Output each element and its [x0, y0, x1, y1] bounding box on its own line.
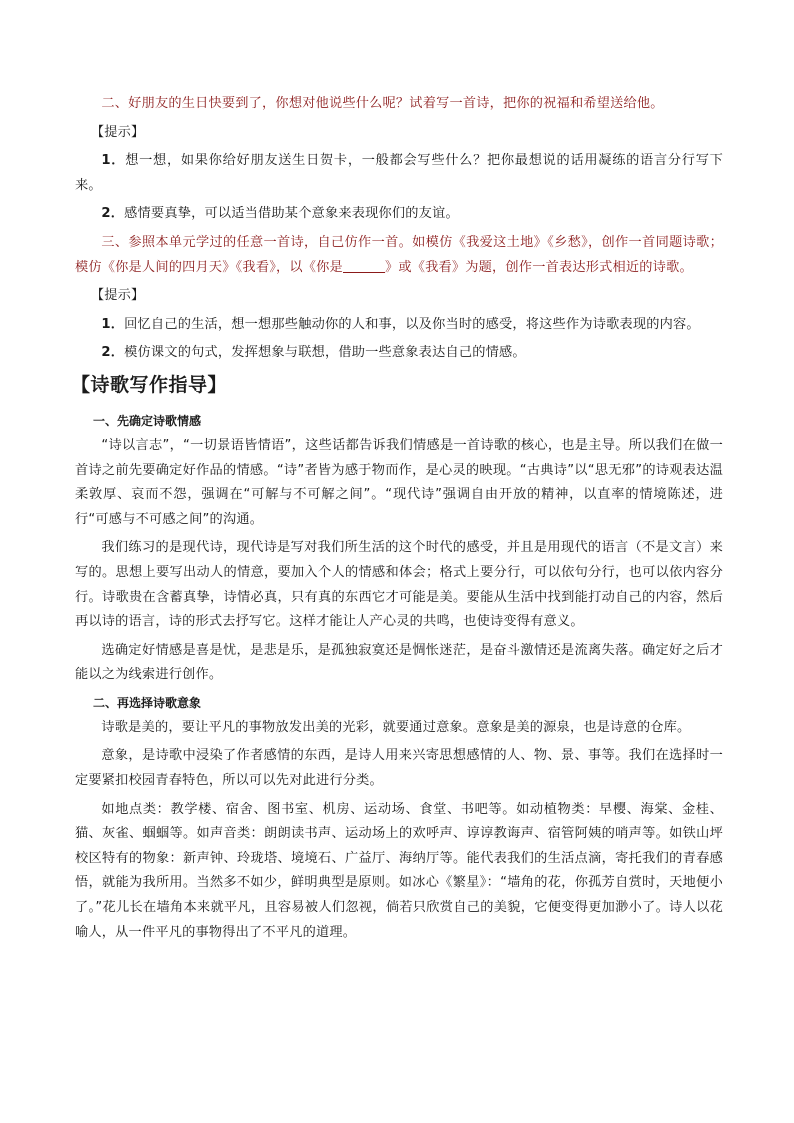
guide-title: 【诗歌写作指导】 [71, 373, 228, 396]
guide-sec2-para-2: 意象，是诗歌中浸染了作者感情的东西，是诗人用来兴寄思想感情的人、物、景、事等。我们在选择时一定要紧扣校园青春特色，所以可以先对此进行分类。 [75, 748, 723, 789]
tip-text: 模仿课文的句式，发挥想象与联想，借助一些意象表达自己的情感。 [124, 345, 526, 361]
guide-sec2-para-1: 诗歌是美的，要让平凡的事物放发出美的光彩，就要通过意象。意象是美的源泉，也是诗意的仓库。 [101, 719, 691, 735]
task2-tip-1 [75, 149, 723, 198]
task2-tip-label: 【提示】 [90, 124, 145, 140]
tip-number: 1． [101, 153, 126, 169]
task3-prompt [75, 231, 723, 280]
task3-tip-label: 【提示】 [90, 288, 145, 304]
guide-sec2-title: 二、再选择诗歌意象 [93, 695, 202, 710]
fill-in-blank [343, 258, 385, 273]
tip-text: 想一想，如果你给好朋友送生日贺卡，一般都会写些什么？把你最想说的话用凝练的语言分行写下来。 [75, 153, 723, 193]
tip-number: 2． [101, 206, 125, 222]
task3-prompt-part2: 》或《我看》为题，创作一首表达形式相近的诗歌。 [384, 259, 693, 275]
document-content [71, 92, 723, 949]
tip-text: 回忆自己的生活，想一想那些触动你的人和事，以及你当时的感受，将这些作为诗歌表现的内容。 [124, 316, 700, 332]
tip-text: 感情要真挚，可以适当借助某个意象来表现你们的友谊。 [124, 206, 459, 222]
guide-sec1-title: 一、先确定诗歌情感 [93, 413, 202, 428]
guide-sec2-para-3: 如地点类：教学楼、宿舍、图书室、机房、运动场、食堂、书吧等。如动植物类：早樱、海棠、金桂、猫、灰雀、蝈蝈等。如声音类：朗朗读书声、运动场上的欢呼声、谆谆教诲声、宿管阿姨的哨声等。如铁山坪校区特有的物象：新声钟、玲珑塔、境境石、广益厅、海纳厅等。能代表我们的生活点滴，寄托我们的青春感悟，就能为我所用。当然多不如少，鲜明典型是原则。如冰心《繁星》：“墙角的花，你孤芳自赏时，天地便小了。”花儿长在墙角本来就平凡，且容易被人们忽视，倘若只欣赏自己的美貌，它便变得更加渺小了。诗人以花喻人，从一件平凡的事物得出了不平凡的道理。 [75, 801, 723, 940]
tip-number: 2． [101, 345, 125, 361]
task3-prompt-part1: 三、参照本单元学过的任意一首诗，自己仿作一首。如模仿《我爱这土地》《乡愁》，创作一首同题诗歌；模仿《你是人间的四月天》《我看》，以《你是 [75, 234, 723, 275]
guide-sec1-para-1: “诗以言志”，“一切景语皆情语”，这些话都告诉我们情感是一首诗歌的核心，也是主导。所以我们在做一首诗之前先要确定好作品的情感。“诗”者皆为感于物而作，是心灵的映现。“古典诗”以“思无邪”的诗观表达温柔敦厚、哀而不怨，强调在“可解与不可解之间”。“现代诗”强调自由开放的精神，以直率的情境陈述，进行“可感与不可感之间”的沟通。 [75, 437, 723, 527]
task2-tip-2 [75, 202, 723, 227]
task3-tip-2 [75, 341, 723, 366]
task3-tip-1 [75, 313, 723, 338]
guide-sec1-para-2: 我们练习的是现代诗，现代诗是写对我们所生活的这个时代的感受，并且是用现代的语言（不是文言）来写的。思想上要写出动人的情意，要加入个人的情感和体会；格式上要分行，可以依句分行，也可以依内容分行。诗歌贵在含蓄真挚，诗情必真，只有真的东西它才可能是美。要能从生活中找到能打动自己的内容，然后再以诗的语言，诗的形式去抒写它。这样才能让人产心灵的共鸣，也使诗变得有意义。 [75, 540, 723, 630]
task2-prompt: 二、好朋友的生日快要到了，你想对他说些什么呢？试着写一首诗，把你的祝福和希望送给他。 [101, 96, 664, 111]
guide-sec1-para-3: 选确定好情感是喜是忧，是悲是乐，是孤独寂寞还是惆怅迷茫，是奋斗激情还是流离失落。确定好之后才能以之为线索进行创作。 [75, 642, 723, 683]
tip-number: 1． [101, 316, 125, 332]
